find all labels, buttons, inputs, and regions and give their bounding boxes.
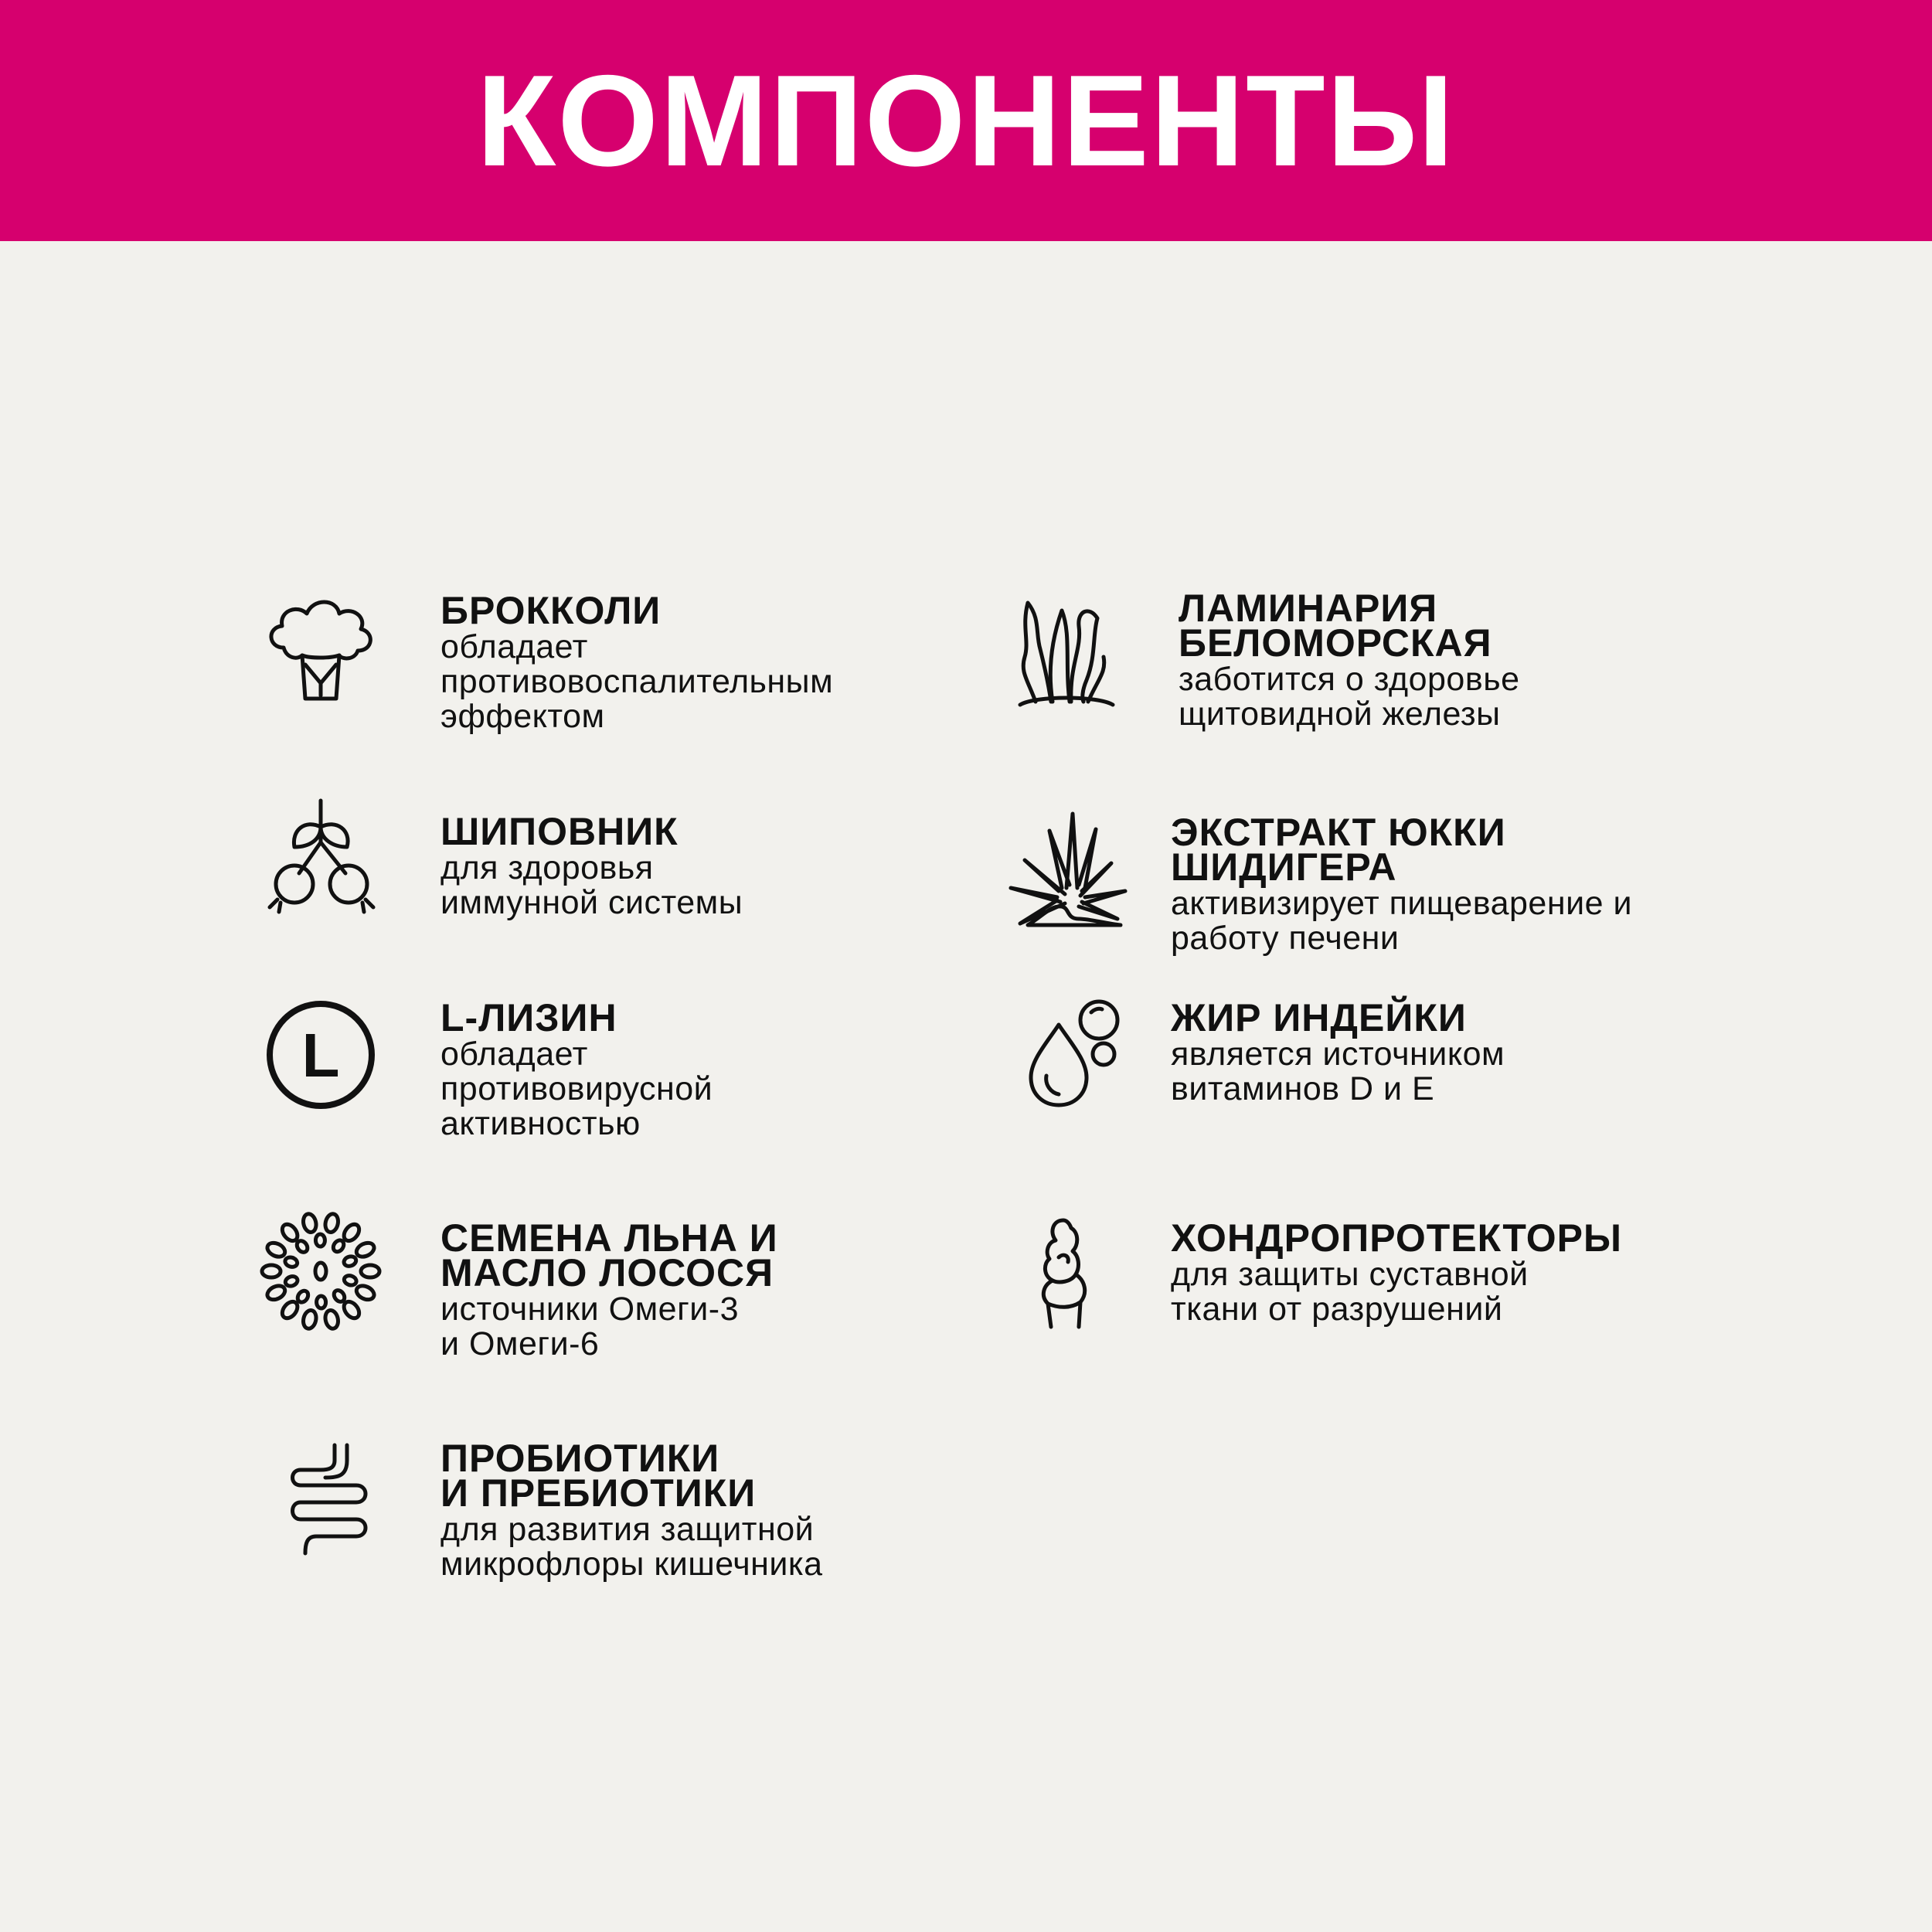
seed-shape (301, 1213, 318, 1233)
seed-shape (315, 1234, 325, 1247)
seed-shape (354, 1240, 376, 1260)
seed-shape (301, 1309, 318, 1330)
seaweed-icon (1005, 587, 1128, 711)
seed-shape (294, 1239, 309, 1254)
component-description: для развития защитной микрофлоры кишечника (440, 1511, 823, 1583)
component-description: источники Омеги-3 и Омеги-6 (440, 1291, 740, 1362)
component-description: заботится о здоровье щитовидной железы (1179, 661, 1520, 733)
seed-shape (354, 1283, 376, 1302)
seed-shape (342, 1255, 357, 1268)
yucca-icon (1005, 808, 1128, 931)
component-title: СЕМЕНА ЛЬНА И МАСЛО ЛОСОСЯ (440, 1216, 778, 1294)
component-title: БРОККОЛИ (440, 589, 662, 632)
component-description: является источником витаминов D и E (1171, 1036, 1505, 1107)
seed-shape (343, 1274, 358, 1287)
intestine-icon (267, 1437, 390, 1561)
seed-shape (265, 1240, 287, 1260)
seed-shape (316, 1296, 325, 1308)
component-title: ПРОБИОТИКИ И ПРЕБИОТИКИ (440, 1437, 757, 1515)
joint-icon (1005, 1209, 1128, 1333)
seed-shape (315, 1263, 326, 1280)
page-title: КОМПОНЕНТЫ (476, 48, 1456, 193)
component-description: обладает противовирусной активностью (440, 1036, 713, 1142)
component-title: ЭКСТРАКТ ЮККИ ШИДИГЕРА (1171, 811, 1506, 889)
oil-drop-icon (1012, 989, 1136, 1113)
broccoli-icon (259, 587, 383, 711)
seeds-icon (259, 1209, 383, 1333)
component-description: обладает противовоспалительным эффектом (440, 628, 834, 735)
lysine-icon-letter: L (301, 1021, 340, 1090)
component-description: для защиты суставной ткани от разрушений (1171, 1256, 1529, 1328)
component-title: ХОНДРОПРОТЕКТОРЫ (1171, 1216, 1622, 1260)
seed-shape (265, 1283, 287, 1302)
component-title: L-ЛИЗИН (440, 996, 617, 1039)
seed-shape (295, 1289, 310, 1304)
seed-shape (284, 1275, 299, 1288)
component-title: ЖИР ИНДЕЙКИ (1171, 996, 1467, 1039)
seed-shape (324, 1213, 340, 1233)
seed-shape (262, 1265, 281, 1277)
header-banner (0, 0, 1932, 241)
seed-shape (324, 1309, 340, 1330)
lysine-icon (259, 993, 383, 1117)
seed-shape (332, 1288, 346, 1304)
rosehip-icon (259, 796, 383, 920)
seed-shape (361, 1265, 379, 1277)
component-title: ШИПОВНИК (440, 810, 679, 853)
component-description: активизирует пищеварение и работу печени (1171, 885, 1632, 957)
seed-shape (284, 1256, 298, 1268)
seed-shape (332, 1238, 346, 1253)
component-title: ЛАМИНАРИЯ БЕЛОМОРСКАЯ (1179, 587, 1492, 665)
component-description: для здоровья иммунной системы (440, 849, 743, 921)
